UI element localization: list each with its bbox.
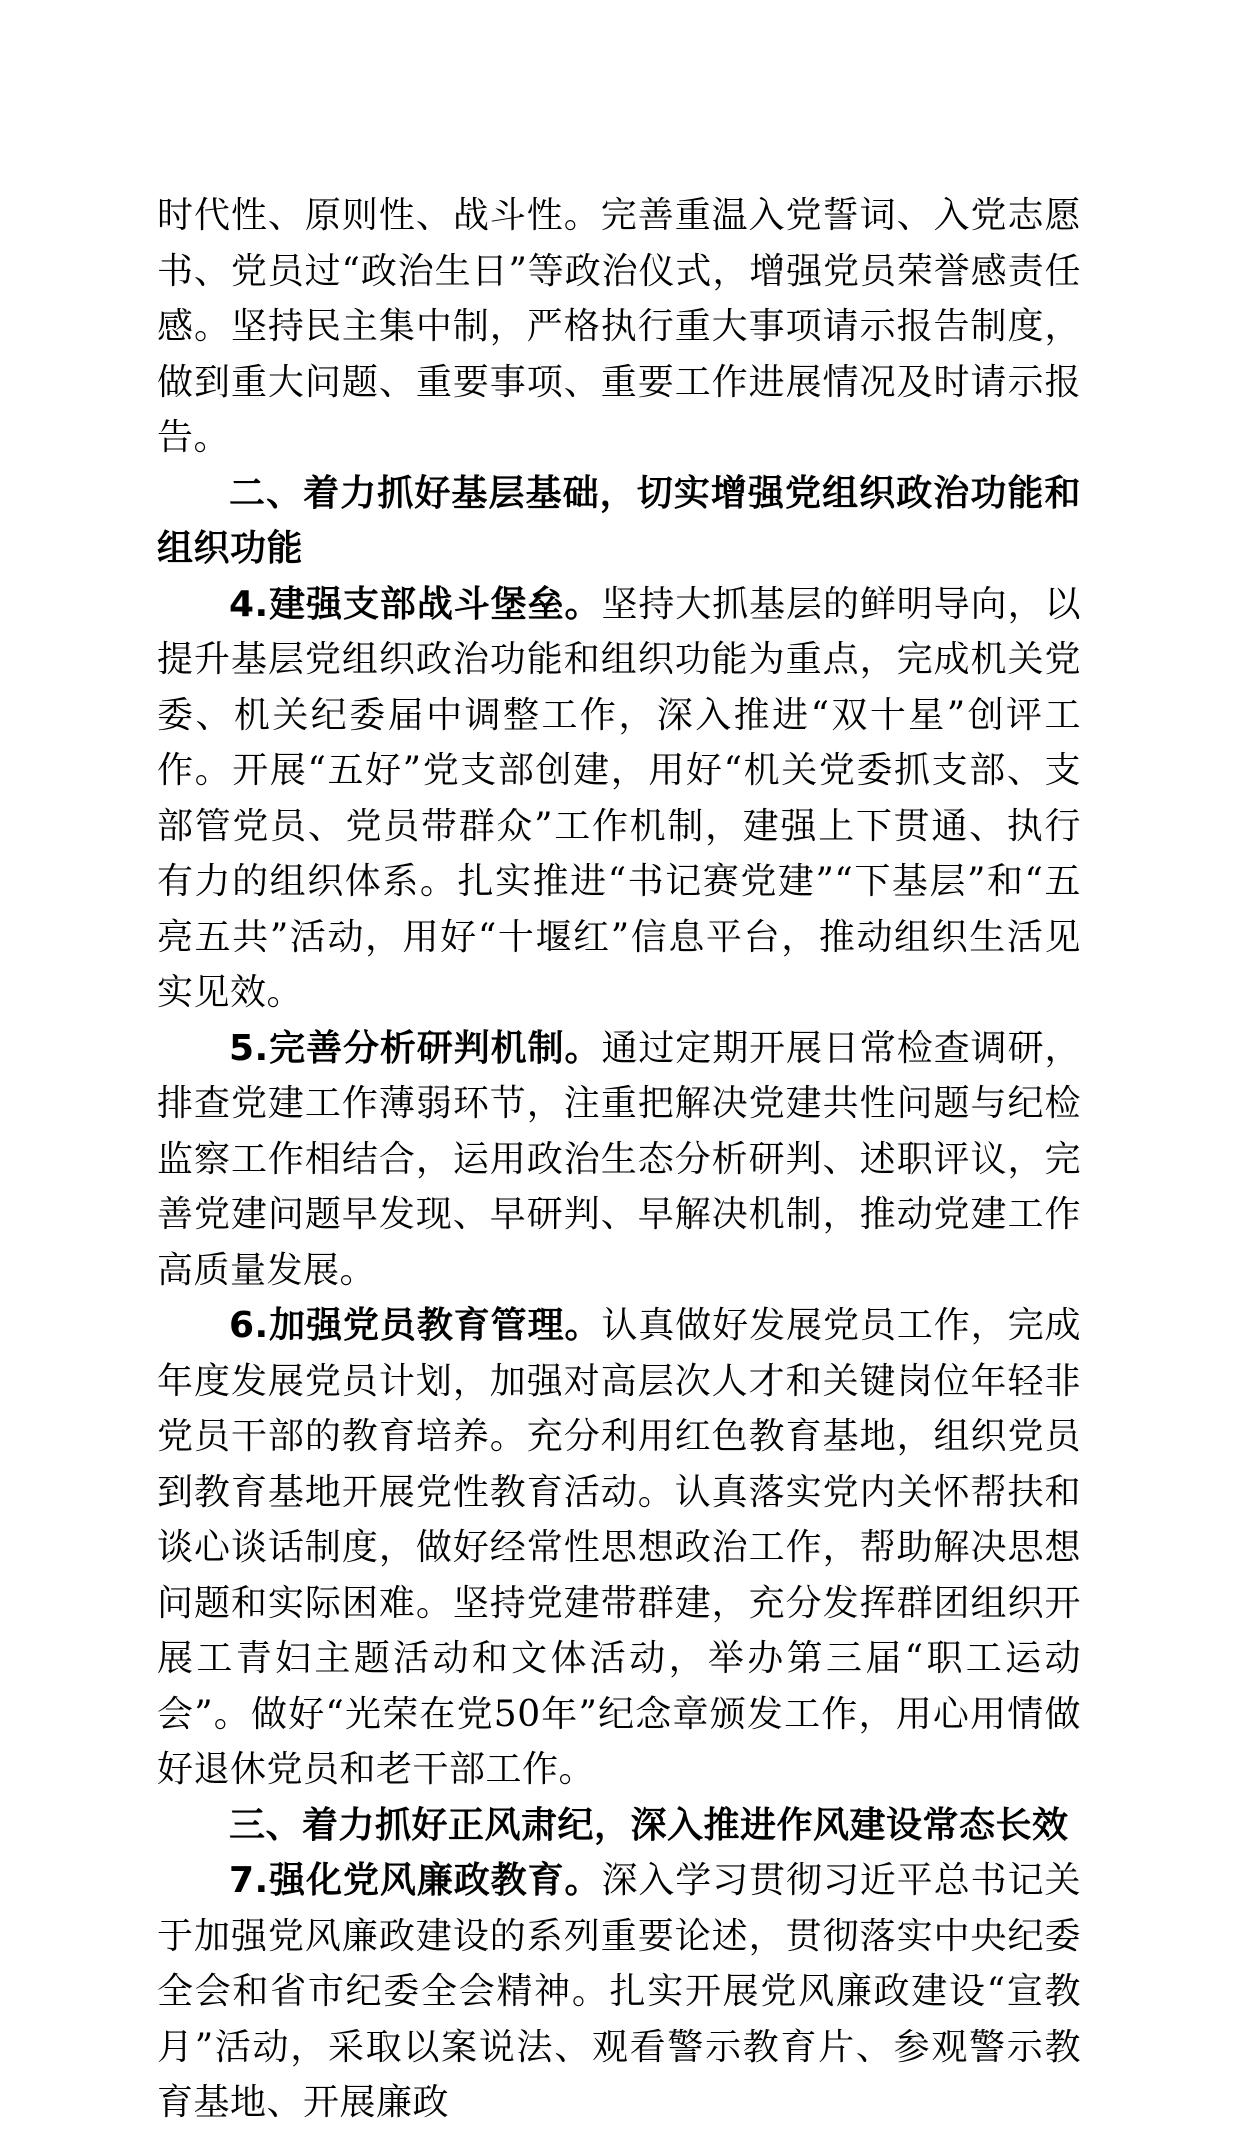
item-7-text: 深入学习贯彻习近平总书记关于加强党风廉政建设的系列重要论述，贯彻落实中央纪委全会和省市纪委全会精神。扎实开展党风廉政建设“宣教月”活动，采取以案说法、观看警示教育片、参观警示教育基地、开展廉政: [157, 1860, 1081, 2123]
section-heading-2: 二、着力抓好基层基础，切实增强党组织政治功能和组织功能: [157, 472, 1081, 569]
paragraph-continuation: 时代性、原则性、战斗性。完善重温入党誓词、入党志愿书、党员过“政治生日”等政治仪式，增强党员荣誉感责任感。坚持民主集中制，严格执行重大事项请示报告制度，做到重大问题、重要事项、重要工作进展情况及时请示报告。: [157, 195, 1081, 458]
section-heading-3: 三、着力抓好正风肃纪，深入推进作风建设常态长效: [229, 1804, 1069, 1846]
item-5-text: 通过定期开展日常检查调研，排查党建工作薄弱环节，注重把解决党建共性问题与纪检监察工作相结合，运用政治生态分析研判、述职评议，完善党建问题早发现、早研判、早解决机制，推动党建工作高质量发展。: [157, 1027, 1081, 1291]
item-6-title: 6.加强党员教育管理。: [229, 1305, 602, 1346]
item-5-title: 5.完善分析研判机制。: [229, 1027, 602, 1069]
document-body: [157, 188, 1081, 2131]
paragraph-item-6: [157, 1298, 1081, 1798]
item-7-title: 7.强化党风廉政教育。: [229, 1860, 602, 1901]
item-4-title: 4.建强支部战斗堡垒。: [229, 583, 602, 625]
item-6-text: 认真做好发展党员工作，完成年度发展党员计划，加强对高层次人才和关键岗位年轻非党员干部的教育培养。充分利用红色教育基地，组织党员到教育基地开展党性教育活动。认真落实党内关怀帮扶和谈心谈话制度，做好经常性思想政治工作，帮助解决思想问题和实际困难。坚持党建带群建，充分发挥群团组织开展工青妇主题活动和文体活动，举办第三届“职工运动会”。做好“光荣在党50年”纪念章颁发工作，用心用情做好退休党员和老干部工作。: [157, 1305, 1081, 1790]
paragraph-item-7: [157, 1853, 1081, 2131]
paragraph-item-4: [157, 577, 1081, 1021]
item-4-text: 坚持大抓基层的鲜明导向，以提升基层党组织政治功能和组织功能为重点，完成机关党委、机关纪委届中调整工作，深入推进“双十星”创评工作。开展“五好”党支部创建，用好“机关党委抓支部、支部管党员、党员带群众”工作机制，建强上下贯通、执行有力的组织体系。扎实推进“书记赛党建”“下基层”和“五亮五共”活动，用好“十堰红”信息平台，推动组织生活见实见效。: [157, 583, 1081, 1013]
paragraph-item-5: [157, 1021, 1081, 1299]
